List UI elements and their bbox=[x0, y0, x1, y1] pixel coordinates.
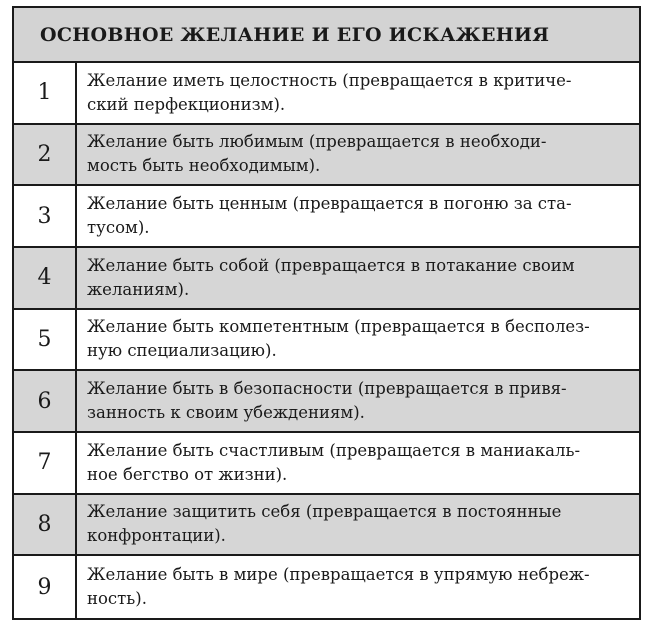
row-text: Желание быть собой (превращается в потакание своим желаниям). bbox=[87, 255, 575, 299]
table-row bbox=[14, 63, 639, 125]
row-text: Желание быть счастливым (превращается в маниакаль- ное бегство от жизни). bbox=[87, 440, 581, 484]
row-number: 8 bbox=[14, 495, 77, 555]
row-text: Желание быть в мире (превращается в упрямую небреж- ность). bbox=[87, 565, 590, 609]
row-number: 1 bbox=[14, 63, 77, 123]
row-text: Желание защитить себя (превращается в постоянные конфронтации). bbox=[87, 502, 562, 546]
row-number: 3 bbox=[14, 186, 77, 246]
table-row bbox=[14, 310, 639, 372]
table-row bbox=[14, 186, 639, 248]
row-text: Желание быть в безопасности (превращается в привя- занность к своим убеждениям). bbox=[87, 379, 567, 423]
row-number: 5 bbox=[14, 310, 77, 370]
desires-table bbox=[12, 6, 641, 620]
row-number: 9 bbox=[14, 556, 77, 618]
table-row bbox=[14, 125, 639, 187]
row-number: 6 bbox=[14, 371, 77, 431]
table-row bbox=[14, 495, 639, 557]
table-row bbox=[14, 556, 639, 618]
row-number: 2 bbox=[14, 125, 77, 185]
table-row bbox=[14, 371, 639, 433]
row-text: Желание быть ценным (превращается в погоню за ста- тусом). bbox=[87, 194, 572, 238]
table-title: ОСНОВНОЕ ЖЕЛАНИЕ И ЕГО ИСКАЖЕНИЯ bbox=[14, 8, 639, 63]
table-row bbox=[14, 433, 639, 495]
row-text: Желание быть любимым (превращается в необходи- мость быть необходимым). bbox=[87, 132, 547, 176]
row-text: Желание иметь целостность (превращается в критиче- ский перфекционизм). bbox=[87, 70, 572, 114]
row-text: Желание быть компетентным (превращается в бесполез- ную специализацию). bbox=[87, 317, 590, 361]
row-number: 7 bbox=[14, 433, 77, 493]
table-row bbox=[14, 248, 639, 310]
row-number: 4 bbox=[14, 248, 77, 308]
